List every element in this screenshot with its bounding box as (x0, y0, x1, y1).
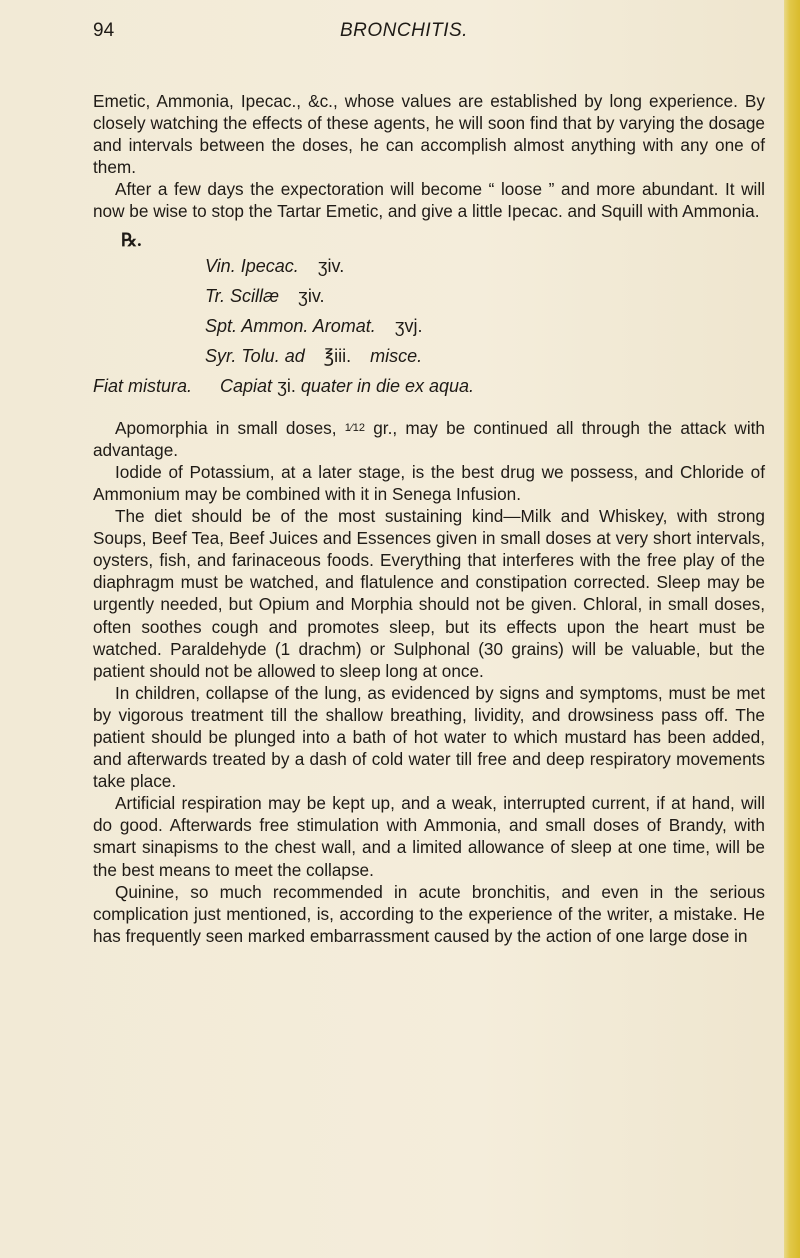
instruction: misce. (370, 345, 423, 366)
running-head: BRONCHITIS. (340, 20, 468, 41)
body-text (93, 90, 765, 947)
dose-fraction: 1⁄12 (344, 421, 365, 434)
page-number: 94 (93, 20, 115, 41)
paragraph: Iodide of Potassium, at a later stage, is the best drug we possess, and Chloride of Ammonium may be combined with it in Senega Infusion. (93, 461, 765, 504)
prescription-symbol: ℞. (121, 229, 142, 250)
text-run: gr., may be continued all through the attack with advantage. (93, 417, 765, 460)
quantity: ʒiv. (317, 255, 345, 276)
direction-text: Fiat mistura. (93, 375, 193, 396)
direction-quantity: ʒi. (277, 375, 296, 396)
direction-text: quater in die ex aqua. (300, 375, 475, 396)
prescription (205, 251, 765, 371)
page-header (0, 16, 800, 52)
ingredient: Tr. Scillæ (205, 285, 279, 306)
paragraph: Artificial respiration may be kept up, and a weak, interrupted current, if at hand, will do good. Afterwards free stimulation with Ammonia, and small doses of Brandy, with smart sinapisms to the chest wall, and a limited allowance of sleep at one time, will be the best means to meet the collapse. (93, 793, 765, 880)
paragraph: The diet should be of the most sustaining kind—Milk and Whiskey, with strong Soups, Beef Tea, Beef Juices and Essences given in small doses at very short intervals, oysters, fish, and farinaceous foods. Everything that interferes with the free play of the diaphragm must be watched, and flatulence and constipation corrected. Sleep may be urgently needed, but Opium and Morphia should not be given. Chloral, in small doses, often soothes cough and promotes sleep, but its effects upon the heart must be watched. Paraldehyde (1 drachm) or Sulphonal (30 grains) will be valuable, but the patient should not be allowed to sleep long at once. (93, 506, 765, 681)
prescription-line (205, 281, 765, 311)
prescription-directions (93, 371, 765, 401)
prescription-line (205, 311, 765, 341)
paragraph (93, 417, 765, 461)
ingredient: Syr. Tolu. ad (205, 345, 305, 366)
quantity: ℥iii. (323, 345, 352, 366)
prescription-line (205, 251, 765, 281)
paragraph: Emetic, Ammonia, Ipecac., &c., whose values are established by long experience. By closely watching the effects of these agents, he will soon find that by varying the dosage and intervals between the doses, he can accomplish almost anything with any one of them. (93, 91, 765, 178)
paragraph: After a few days the expectoration will become “ loose ” and more abundant. It will now be wise to stop the Tartar Emetic, and give a little Ipecac. and Squill with Ammonia. (93, 179, 765, 222)
direction-text: Capiat (220, 375, 273, 396)
prescription-line (205, 341, 765, 371)
quantity: ʒiv. (298, 285, 325, 306)
ingredient: Vin. Ipecac. (205, 255, 299, 276)
text-run: Apomorphia in small doses, (115, 417, 337, 438)
ingredient: Spt. Ammon. Aromat. (205, 315, 376, 336)
page-edge (784, 0, 800, 1258)
quantity: ʒvj. (394, 315, 423, 336)
paragraph: Quinine, so much recommended in acute bronchitis, and even in the serious complication just mentioned, is, according to the experience of the writer, a mistake. He has frequently seen marked embarrassment caused by the action of one large dose in (93, 881, 765, 946)
paragraph: In children, collapse of the lung, as evidenced by signs and symptoms, must be met by vigorous treatment till the shallow breathing, lividity, and drowsiness pass off. The patient should be plunged into a bath of hot water to which mustard has been added, and afterwards treated by a dash of cold water till free and deep respiratory movements take place. (93, 682, 765, 792)
